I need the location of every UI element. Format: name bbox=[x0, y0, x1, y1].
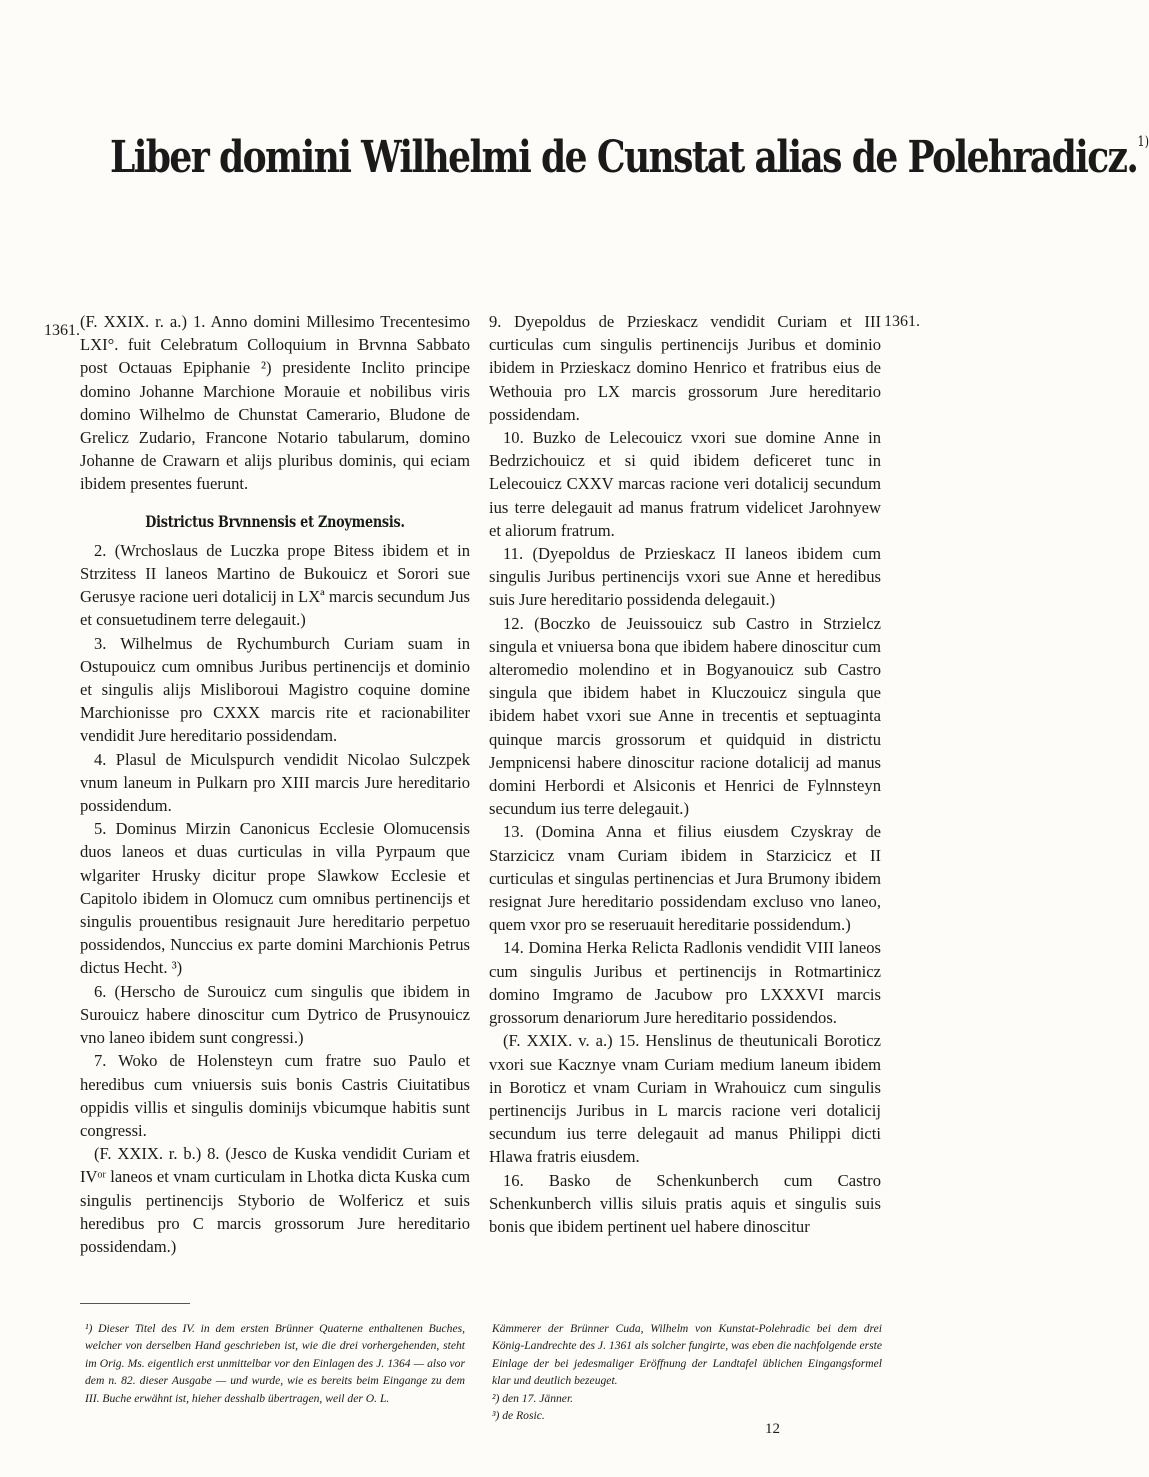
entry-paragraph: 3. Wilhelmus de Rychumburch Curiam suam in Ostupouicz cum omnibus Juribus pertinencijs et dominio et singulis alijs Misliboroui Magistro coquine domine Marchionisse pro CXXX marcis rite et racionabiliter vendidit Jure hereditario possidendam. bbox=[80, 633, 470, 746]
footnotes-left bbox=[85, 1320, 465, 1407]
entry-paragraph: 14. Domina Herka Relicta Radlonis vendidit VIII laneos cum singulis Juribus et pertinencijs in Rotmartinicz domino Imgramo de Jacubow pro LXXXVI marcis grossorum denariorum Jure hereditario possidendos. bbox=[489, 938, 881, 1028]
entry-paragraph: 6. (Herscho de Surouicz cum singulis que ibidem in Surouicz habere dinoscitur cum Dytrico de Prusynouicz vno laneo ibidem sunt congressi.) bbox=[80, 981, 470, 1048]
title-footnote-marker: 1) bbox=[1137, 134, 1149, 150]
margin-year-right: 1361. bbox=[884, 313, 920, 330]
entry-paragraph: 2. (Wrchoslaus de Luczka prope Bitess ibidem et in Strzitess II laneos Martino de Bukouicz et Sorori sue Gerusye racione ueri dotalicij in LXª marcis secundum Jus et consuetudinem terre delegauit.) bbox=[80, 540, 470, 630]
entry-paragraph: 16. Basko de Schenkunberch cum Castro Schenkunberch villis siluis pratis aquis et singulis suis bonis que ibidem pertinent uel habere dinoscitur bbox=[489, 1170, 881, 1236]
entry-paragraph: 9. Dyepoldus de Przieskacz vendidit Curiam et III curticulas cum singulis pertinencijs Juribus et dominio ibidem in Przieskacz domino Henrico et fratribus eius de Wethouia pro LX marcis grossorum Jure hereditario possidendam. bbox=[489, 312, 881, 424]
entry-paragraph: 5. Dominus Mirzin Canonicus Ecclesie Olomucensis duos laneos et duas curticulas in villa Pyrpaum que wlgariter Hrusky dicitur prope Slawkow Ecclesie et Capitolo ibidem in Olomucz cum omnibus pertinencijs et singulis prouentibus resignauit Jure hereditario perpetuo possidendos, Nunccius ex parte domini Marchionis Petrus dictus Hecht. ³) bbox=[80, 819, 470, 978]
entry-paragraph: 13. (Domina Anna et filius eiusdem Czyskray de Starzicicz vnam Curiam ibidem in Starzicicz et II curticulas et singulas pertinencias et Jura Brumony ibidem resignat Jure hereditario possidendam excluso vno laneo, quem vxor pro se reseruauit hereditarie possidendum.) bbox=[489, 822, 881, 935]
footnote: Kämmerer der Brünner Cuda, Wilhelm von Kunstat-Polehradic bei dem drei König-Landrechte des J. 1361 als solcher fungirte, was eben die nachfolgende erste Einlage der bei jedesmaliger Eröffnung der Landtafel üblichen Eingangsformel klar und deutlich bezeuget. bbox=[492, 1322, 882, 1388]
entry-paragraph: 7. Woko de Holensteyn cum fratre suo Paulo et heredibus cum vniuersis suis bonis Castris Ciuitatibus oppidis villis et singulis dominijs vbicumque habitis sunt congressi. bbox=[80, 1051, 470, 1140]
footnote: ²) den 17. Jänner. bbox=[492, 1391, 574, 1405]
footnote: ³) de Rosic. bbox=[492, 1409, 545, 1423]
page-number: 12 bbox=[765, 1421, 780, 1437]
entry-paragraph: (F. XXIX. r. a.) 1. Anno domini Millesimo Trecentesimo LXI°. fuit Celebratum Colloquium in Brvnna Sabbato post Octauas Epiphanie ²) presidente Inclito principe domino Johanne Marchione Morauie et nobilibus viris domino Wilhelmo de Chunstat Camerario, Bludone de Grelicz Zudario, Francone Notario tabularum, domino Johanne de Crawarn et alijs pluribus dominis, qui eciam ibidem presentes fuerunt. bbox=[80, 312, 470, 494]
page-title: Liber domini Wilhelmi de Cunstat alias de Polehradicz.$^{1)}$ bbox=[110, 132, 1149, 183]
footnotes-right bbox=[492, 1320, 882, 1424]
entry-paragraph: (F. XXIX. r. b.) 8. (Jesco de Kuska vendidit Curiam et IVᵒʳ laneos et vnam curticulam in Lhotka dicta Kuska cum singulis pertinencijs Styborio de Wolfericz et suis heredibus pro C marcis grossorum Jure hereditario possidendam.) bbox=[80, 1144, 470, 1256]
entry-paragraph: (F. XXIX. v. a.) 15. Henslinus de theutunicali Boroticz vxori sue Kacznye vnam Curiam medium laneum ibidem in Boroticz et vnam Curiam in Wrahouicz cum singulis pertinencijs Juribus in L marcis racione veri dotalicij secundum ius terre delegauit ad manus Philippi dicti Hlawa fratris eiusdem. bbox=[489, 1031, 881, 1167]
footnote-rule bbox=[80, 1303, 190, 1304]
right-column bbox=[489, 310, 881, 1238]
footnote: ¹) Dieser Titel des IV. in dem ersten Brünner Quaterne enthaltenen Buches, welcher von derselben Hand geschrieben ist, wie die drei vorhergehenden, steht im Orig. Ms. eigentlich erst unmittelbar vor den Einlagen des J. 1364 — also vor dem n. 82. dieser Ausgabe — und wurde, wie es bereits beim Eingange zu dem III. Buche erwähnt ist, hieher desshalb übertragen, weil der O. L. bbox=[85, 1322, 465, 1405]
entry-paragraph: 11. (Dyepoldus de Przieskacz II laneos ibidem cum singulis Juribus pertinencijs vxori sue Anne et heredibus suis Jure hereditario possidenda delegauit.) bbox=[489, 544, 881, 610]
entry-paragraph: 10. Buzko de Lelecouicz vxori sue domine Anne in Bedrzichouicz et si quid ibidem deficeret tunc in Lelecouicz CXXV marcas racione veri dotalicij secundum ius terre delegauit ad manus fratrum videlicet Jarohnyew et aliorum fratrum. bbox=[489, 428, 881, 540]
entry-paragraph: 4. Plasul de Miculspurch vendidit Nicolao Sulczpek vnum laneum in Pulkarn pro XIII marcis Jure hereditario possidendum. bbox=[80, 749, 470, 816]
margin-year-left: 1361. bbox=[44, 322, 80, 339]
left-column bbox=[80, 310, 470, 1258]
section-heading: Districtus Brvnnensis et Znoymensis. bbox=[145, 511, 405, 531]
entry-paragraph: 12. (Boczko de Jeuissouicz sub Castro in Strzielcz singula et vniuersa bona que ibidem habere dinoscitur cum alteromedio molendino et in Bogyanouicz sub Castro singula que ibidem habet in Kluczouicz singula que ibidem habet vxori sue Anne in trecentis et septuaginta quinque marcis grossorum et quidquid in districtu Jempnicensi habere dinoscitur racione dotalicij ad manus domini Herbordi et Alsiconis et Henrici de Fylnnsteyn secundum ius terre delegauit.) bbox=[489, 613, 881, 819]
